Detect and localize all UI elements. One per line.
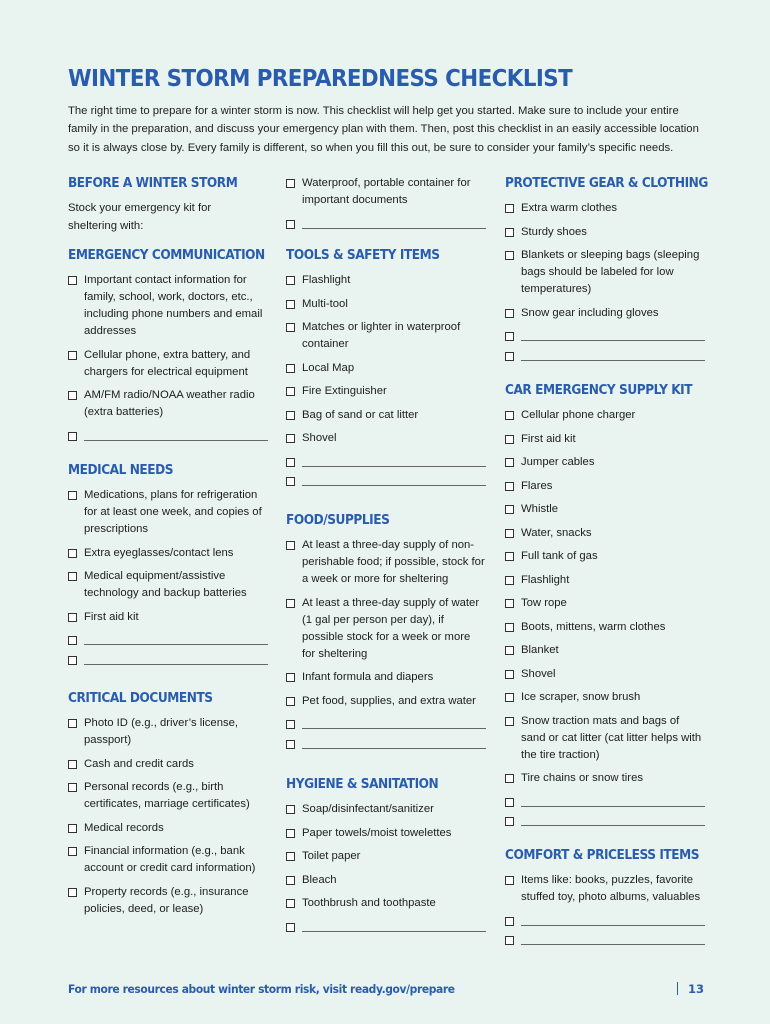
item-label: Blanket bbox=[521, 644, 559, 656]
item-label: Personal records (e.g., birth certificates, marriage certificates) bbox=[84, 781, 250, 810]
checklist-item bbox=[68, 779, 268, 813]
checkbox[interactable] bbox=[286, 923, 295, 932]
item-label: Pet food, supplies, and extra water bbox=[302, 694, 476, 707]
checklist-item bbox=[505, 454, 705, 471]
item-label: Ice scraper, snow brush bbox=[521, 691, 641, 703]
checkbox[interactable] bbox=[68, 351, 77, 360]
checkbox[interactable] bbox=[68, 783, 77, 792]
checklist-item bbox=[68, 715, 268, 749]
checklist bbox=[505, 200, 705, 361]
checkbox[interactable] bbox=[286, 899, 295, 908]
checklist-item-blank bbox=[286, 216, 486, 229]
checklist-item bbox=[505, 478, 705, 495]
checklist-item bbox=[505, 619, 705, 636]
section-car-emergency-kit bbox=[505, 382, 705, 833]
item-label: Boots, mittens, warm clothes bbox=[521, 620, 666, 633]
checkbox[interactable] bbox=[68, 656, 77, 665]
checklist-item bbox=[505, 224, 705, 241]
checklist-item bbox=[286, 595, 486, 663]
checklist-item bbox=[505, 501, 705, 518]
checkbox[interactable] bbox=[286, 458, 295, 467]
item-label: Sturdy shoes bbox=[521, 225, 587, 238]
checklist-item bbox=[68, 347, 268, 381]
checklist-item bbox=[505, 872, 705, 906]
checklist-item bbox=[68, 568, 268, 602]
checklist-item bbox=[286, 693, 486, 710]
checkbox[interactable] bbox=[505, 435, 514, 444]
write-in-line[interactable] bbox=[521, 813, 705, 826]
checklist-item bbox=[68, 545, 268, 562]
checkbox[interactable] bbox=[286, 220, 295, 229]
checkbox[interactable] bbox=[68, 613, 77, 622]
write-in-line[interactable] bbox=[302, 454, 486, 467]
checkbox[interactable] bbox=[505, 352, 514, 361]
checkbox[interactable] bbox=[286, 805, 295, 814]
checkbox[interactable] bbox=[68, 491, 77, 500]
checkbox[interactable] bbox=[286, 541, 295, 550]
write-in-line[interactable] bbox=[302, 473, 486, 486]
item-label: At least a three-day supply of water (1 gal per person per day), if possible stock for a week or more for sheltering bbox=[302, 596, 480, 660]
checklist-item-blank bbox=[505, 932, 705, 945]
item-label: Local Map bbox=[302, 361, 355, 374]
item-label: AM/FM radio/NOAA weather radio (extra batteries) bbox=[84, 389, 255, 418]
item-label: Whistle bbox=[521, 503, 559, 515]
checklist-item bbox=[286, 319, 486, 353]
checkbox[interactable] bbox=[505, 482, 514, 491]
checkbox[interactable] bbox=[68, 719, 77, 728]
checklist bbox=[286, 537, 486, 749]
section-emergency-communication bbox=[68, 247, 268, 447]
checklist-item-blank bbox=[286, 473, 486, 486]
checklist-item bbox=[68, 820, 268, 837]
section-hygiene-sanitation bbox=[286, 776, 486, 938]
checkbox[interactable] bbox=[505, 917, 514, 926]
checkbox[interactable] bbox=[505, 936, 514, 945]
checklist-item bbox=[505, 200, 705, 217]
checklist-item bbox=[286, 360, 486, 377]
checkbox[interactable] bbox=[505, 774, 514, 783]
item-label: Extra warm clothes bbox=[521, 202, 618, 214]
checklist-item bbox=[68, 387, 268, 421]
item-label: First aid kit bbox=[521, 432, 576, 445]
checkbox[interactable] bbox=[286, 876, 295, 885]
checkbox[interactable] bbox=[68, 636, 77, 645]
item-label: Matches or lighter in waterproof container bbox=[302, 321, 461, 350]
checklist-item bbox=[68, 487, 268, 538]
write-in-line[interactable] bbox=[521, 328, 705, 341]
checklist-item bbox=[286, 383, 486, 400]
checklist bbox=[505, 407, 705, 826]
item-label: Full tank of gas bbox=[521, 550, 598, 562]
checkbox[interactable] bbox=[286, 434, 295, 443]
write-in-line[interactable] bbox=[302, 716, 486, 729]
checkbox[interactable] bbox=[286, 740, 295, 749]
checklist bbox=[286, 272, 486, 486]
checkbox[interactable] bbox=[286, 323, 295, 332]
section-comfort-items bbox=[505, 847, 705, 952]
checklist-item bbox=[286, 175, 486, 209]
checklist bbox=[68, 715, 268, 918]
checklist-item bbox=[505, 572, 705, 589]
checklist-item bbox=[505, 770, 705, 787]
item-label: Fire Extinguisher bbox=[302, 385, 387, 397]
checkbox[interactable] bbox=[286, 276, 295, 285]
checkbox[interactable] bbox=[505, 817, 514, 826]
section-heading: HYGIENE & SANITATION bbox=[286, 776, 439, 792]
checklist bbox=[286, 175, 486, 229]
write-in-line[interactable] bbox=[521, 932, 705, 945]
checklist-item bbox=[286, 296, 486, 313]
checkbox[interactable] bbox=[505, 717, 514, 726]
section-protective-gear bbox=[505, 175, 708, 367]
item-label: Shovel bbox=[302, 432, 337, 444]
checklist-item-blank bbox=[68, 652, 268, 665]
write-in-line[interactable] bbox=[84, 632, 268, 645]
checklist-item-blank bbox=[68, 632, 268, 645]
checklist-item-blank bbox=[286, 716, 486, 729]
checklist-item bbox=[286, 895, 486, 912]
checkbox[interactable] bbox=[505, 228, 514, 237]
intro-paragraph: The right time to prepare for a winter storm is now. This checklist will help get you started. Make sure to include your entire family in the preparation, and discuss your emergency plan with them. Then, post this checklist in an easily accessible location so it is always close by. Every family is different, so when you fill this out, be sure to consider your family’s specific needs. bbox=[68, 105, 699, 154]
checklist-item-blank bbox=[286, 454, 486, 467]
checklist-item bbox=[286, 872, 486, 889]
checkbox[interactable] bbox=[505, 670, 514, 679]
item-label: Photo ID (e.g., driver’s license, passport) bbox=[84, 717, 239, 746]
checkbox[interactable] bbox=[505, 552, 514, 561]
checkbox[interactable] bbox=[286, 852, 295, 861]
checkbox[interactable] bbox=[505, 505, 514, 514]
checkbox[interactable] bbox=[505, 798, 514, 807]
item-label: Flashlight bbox=[521, 573, 570, 586]
write-in-line[interactable] bbox=[521, 913, 705, 926]
checkbox[interactable] bbox=[68, 760, 77, 769]
write-in-line[interactable] bbox=[302, 216, 486, 229]
checklist-item bbox=[286, 537, 486, 588]
item-label: Extra eyeglasses/contact lens bbox=[84, 546, 234, 559]
footer-resources-link[interactable]: For more resources about winter storm risk, visit ready.gov/prepare bbox=[68, 982, 455, 996]
write-in-line[interactable] bbox=[302, 736, 486, 749]
checkbox[interactable] bbox=[505, 646, 514, 655]
item-label: Property records (e.g., insurance policies, deed, or lease) bbox=[84, 885, 249, 915]
checklist-item bbox=[68, 609, 268, 626]
checkbox[interactable] bbox=[505, 204, 514, 213]
checkbox[interactable] bbox=[286, 300, 295, 309]
item-label: Important contact information for family, school, work, doctors, etc., including phone numbers and email addresses bbox=[84, 274, 263, 337]
checklist-item bbox=[286, 669, 486, 686]
checkbox[interactable] bbox=[286, 387, 295, 396]
section-medical-needs bbox=[68, 462, 268, 671]
checkbox[interactable] bbox=[286, 697, 295, 706]
section-heading: COMFORT & PRICELESS ITEMS bbox=[505, 847, 700, 863]
checklist-item bbox=[505, 525, 705, 542]
checkbox[interactable] bbox=[286, 720, 295, 729]
item-label: Snow gear including gloves bbox=[521, 306, 659, 319]
checklist-item-blank bbox=[505, 328, 705, 341]
checklist-item bbox=[505, 595, 705, 612]
checkbox[interactable] bbox=[68, 432, 77, 441]
checkbox[interactable] bbox=[68, 276, 77, 285]
item-label: Tow rope bbox=[521, 597, 567, 609]
checklist-item bbox=[505, 642, 705, 659]
item-label: Cellular phone, extra battery, and chargers for electrical equipment bbox=[84, 348, 251, 378]
section-heading: EMERGENCY COMMUNICATION bbox=[68, 247, 265, 263]
item-label: Multi-tool bbox=[302, 297, 348, 310]
checkbox[interactable] bbox=[505, 332, 514, 341]
item-label: Bleach bbox=[302, 873, 337, 886]
item-label: Cellular phone charger bbox=[521, 409, 636, 421]
checklist-item bbox=[286, 848, 486, 865]
item-label: Jumper cables bbox=[521, 456, 595, 468]
checklist-item bbox=[505, 666, 705, 683]
checklist-item-blank bbox=[68, 428, 268, 441]
checklist bbox=[68, 272, 268, 441]
checkbox[interactable] bbox=[286, 829, 295, 838]
checklist-item-blank bbox=[505, 794, 705, 807]
checklist-item bbox=[505, 431, 705, 448]
checklist-item bbox=[68, 843, 268, 877]
item-label: Medical equipment/assistive technology and backup batteries bbox=[84, 570, 247, 599]
item-label: Financial information (e.g., bank account or credit card information) bbox=[84, 845, 256, 874]
section-critical-documents bbox=[68, 690, 268, 924]
checklist-item-blank bbox=[505, 348, 705, 361]
write-in-line[interactable] bbox=[521, 348, 705, 361]
section-heading: BEFORE A WINTER STORM bbox=[68, 175, 238, 191]
checklist-item-blank bbox=[286, 736, 486, 749]
checkbox[interactable] bbox=[505, 411, 514, 420]
checkbox[interactable] bbox=[505, 693, 514, 702]
section-heading: CAR EMERGENCY SUPPLY KIT bbox=[505, 382, 693, 398]
checkbox[interactable] bbox=[68, 824, 77, 833]
checkbox[interactable] bbox=[505, 876, 514, 885]
page-number-divider bbox=[677, 982, 678, 995]
checkbox[interactable] bbox=[505, 529, 514, 538]
item-label: Infant formula and diapers bbox=[302, 671, 434, 683]
item-label: Flashlight bbox=[302, 274, 351, 286]
checkbox[interactable] bbox=[68, 888, 77, 897]
section-heading: MEDICAL NEEDS bbox=[68, 462, 174, 478]
checkbox[interactable] bbox=[286, 673, 295, 682]
write-in-line[interactable] bbox=[302, 919, 486, 932]
checklist-item bbox=[286, 825, 486, 842]
checkbox[interactable] bbox=[505, 599, 514, 608]
checklist-item bbox=[68, 756, 268, 773]
item-label: Water, snacks bbox=[521, 526, 592, 539]
checklist bbox=[286, 801, 486, 932]
section-description: Stock your emergency kit for sheltering with: bbox=[68, 202, 212, 232]
checklist-item bbox=[68, 884, 268, 918]
section-heading: PROTECTIVE GEAR & CLOTHING bbox=[505, 175, 708, 191]
item-label: Shovel bbox=[521, 667, 556, 680]
write-in-line[interactable] bbox=[521, 794, 705, 807]
item-label: Toilet paper bbox=[302, 850, 361, 862]
checkbox[interactable] bbox=[505, 576, 514, 585]
item-label: Blankets or sleeping bags (sleeping bags should be labeled for low temperatures) bbox=[521, 249, 700, 295]
checklist-item bbox=[505, 305, 705, 322]
checklist-item bbox=[286, 801, 486, 818]
item-label: Flares bbox=[521, 479, 553, 492]
checklist-item bbox=[286, 272, 486, 289]
item-label: Medications, plans for refrigeration for at least one week, and copies of prescriptions bbox=[84, 489, 262, 535]
item-label: At least a three-day supply of non-perishable food; if possible, stock for a week or more for sheltering bbox=[302, 539, 485, 585]
checklist bbox=[505, 872, 705, 945]
section-heading: FOOD/SUPPLIES bbox=[286, 512, 390, 528]
checkbox[interactable] bbox=[68, 572, 77, 581]
checklist-item-blank bbox=[505, 813, 705, 826]
item-label: Cash and credit cards bbox=[84, 757, 194, 770]
checklist bbox=[68, 487, 268, 665]
checklist-item bbox=[286, 407, 486, 424]
checkbox[interactable] bbox=[286, 477, 295, 486]
section-documents-continued bbox=[286, 175, 486, 235]
checklist-item bbox=[505, 548, 705, 565]
checkbox[interactable] bbox=[68, 847, 77, 856]
write-in-line[interactable] bbox=[84, 428, 268, 441]
page-number-value: 13 bbox=[688, 982, 705, 996]
checklist-item-blank bbox=[286, 919, 486, 932]
item-label: Tire chains or snow tires bbox=[521, 772, 644, 784]
checklist-item bbox=[286, 430, 486, 447]
item-label: Waterproof, portable container for important documents bbox=[302, 177, 471, 206]
item-label: First aid kit bbox=[84, 610, 139, 623]
checklist-item bbox=[505, 689, 705, 706]
item-label: Bag of sand or cat litter bbox=[302, 408, 419, 421]
checkbox[interactable] bbox=[286, 364, 295, 373]
checkbox[interactable] bbox=[505, 251, 514, 260]
checkbox[interactable] bbox=[286, 411, 295, 420]
checkbox[interactable] bbox=[505, 309, 514, 318]
item-label: Medical records bbox=[84, 821, 164, 834]
checkbox[interactable] bbox=[505, 458, 514, 467]
checklist-item bbox=[68, 272, 268, 340]
checkbox[interactable] bbox=[68, 549, 77, 558]
checklist-item bbox=[505, 407, 705, 424]
item-label: Snow traction mats and bags of sand or cat litter (cat litter helps with the tire traction) bbox=[521, 714, 702, 761]
item-label: Toothbrush and toothpaste bbox=[302, 897, 436, 909]
section-heading: TOOLS & SAFETY ITEMS bbox=[286, 247, 440, 263]
item-label: Items like: books, puzzles, favorite stuffed toy, photo albums, valuables bbox=[521, 874, 701, 903]
page-title: WINTER STORM PREPAREDNESS CHECKLIST bbox=[68, 66, 573, 92]
page-number bbox=[677, 982, 704, 996]
section-heading: CRITICAL DOCUMENTS bbox=[68, 690, 213, 706]
checklist-item bbox=[505, 247, 705, 298]
checkbox[interactable] bbox=[286, 599, 295, 608]
checkbox[interactable] bbox=[286, 179, 295, 188]
item-label: Soap/disinfectant/sanitizer bbox=[302, 803, 434, 815]
section-tools-safety bbox=[286, 247, 486, 493]
checklist-item-blank bbox=[505, 913, 705, 926]
section-food-supplies bbox=[286, 512, 486, 755]
item-label: Paper towels/moist towelettes bbox=[302, 826, 452, 839]
checkbox[interactable] bbox=[505, 623, 514, 632]
checkbox[interactable] bbox=[68, 391, 77, 400]
write-in-line[interactable] bbox=[84, 652, 268, 665]
checklist-item bbox=[505, 713, 705, 764]
section-before-storm bbox=[68, 175, 268, 235]
